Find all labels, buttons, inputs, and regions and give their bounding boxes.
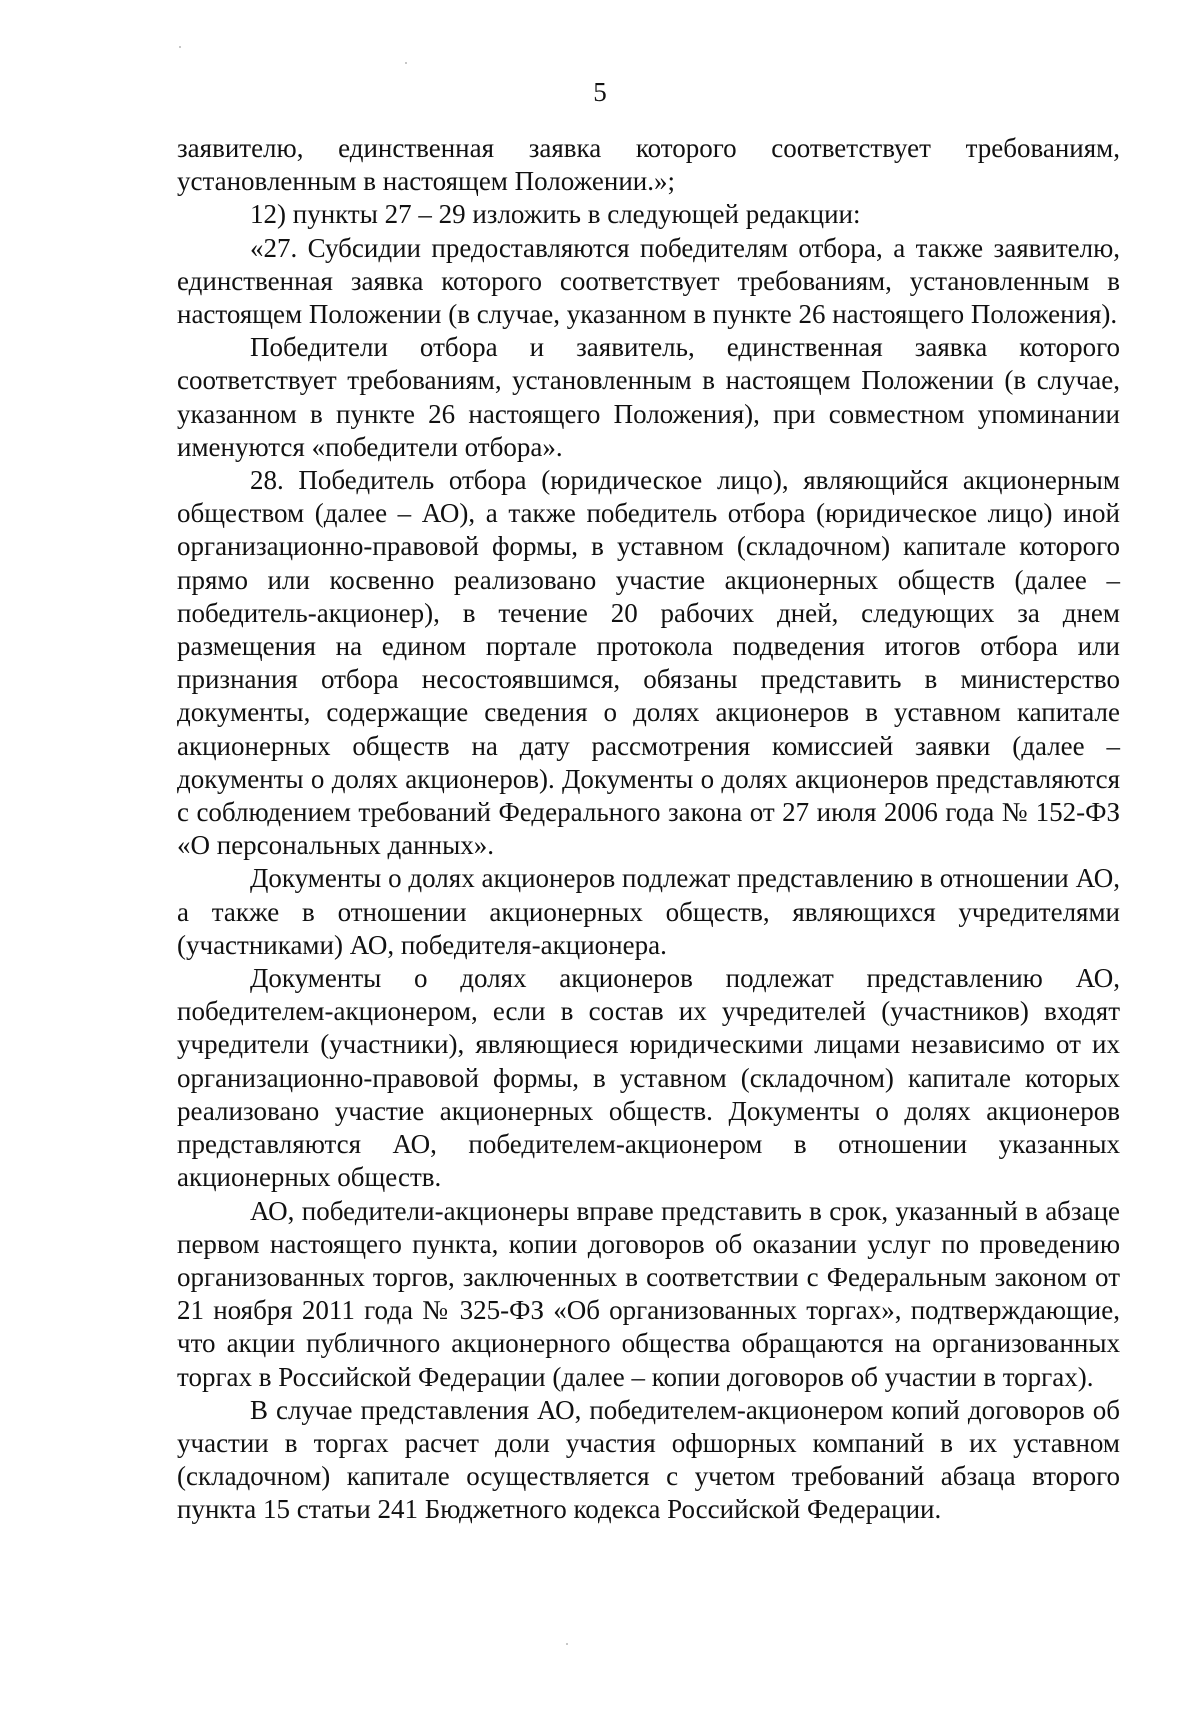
paragraph-clause-27: «27. Субсидии предоставляются победителям отбора, а также заявителю, единственная заявка которого соответствует требованиям, установленным в настоящем Положении (в случае, указанном в пункте 26 настоящего Положения). bbox=[177, 232, 1120, 330]
paragraph-clause-28: 28. Победитель отбора (юридическое лицо), являющийся акционерным обществом (далее – АО), а также победитель отбора (юридическое лицо) иной организационно-правовой формы, в уставном (складочном) капитале которого прямо или косвенно реализовано участие акционерных обществ (далее – победитель-акционер), в течение 20 рабочих дней, следующих за днем размещения на едином портале протокола подведения итогов отбора или признания отбора несостоявшимся, обязаны представить в министерство документы, содержащие сведения о долях акционеров в уставном капитале акционерных обществ на дату рассмотрения комиссией заявки (далее – документы о долях акционеров). Документы о долях акционеров представляются с соблюдением требований Федерального закона от 27 июля 2006 года № 152-ФЗ «О персональных данных». bbox=[177, 465, 1120, 861]
paragraph-founders-docs: Документы о долях акционеров подлежат представлению АО, победителем-акционером, если в состав их учредителей (участников) входят учредители (участники), являющиеся юридическими лицами независимо от их организационно-правовой формы, в уставном (складочном) капитале которых реализовано участие акционерных обществ. Документы о долях акционеров представляются АО, победителем-акционером в отношении указанных акционерных обществ. bbox=[177, 963, 1120, 1193]
scan-speck bbox=[405, 62, 407, 64]
paragraph-offshore-calculation: В случае представления АО, победителем-акционером копий договоров об участии в торгах расчет доли участия офшорных компаний в их уставном (складочном) капитале осуществляется с учетом требований абзаца второго пункта 15 статьи 241 Бюджетного кодекса Российской Федерации. bbox=[177, 1394, 1120, 1525]
scan-speck bbox=[566, 1643, 568, 1645]
page-number: 5 bbox=[593, 77, 607, 107]
scan-speck bbox=[179, 46, 181, 48]
document-body bbox=[177, 132, 1120, 1527]
paragraph-trading-contracts: АО, победители-акционеры вправе представить в срок, указанный в абзаце первом настоящего пункта, копии договоров об оказании услуг по проведению организованных торгов, заключенных в соответствии с Федеральным законом от 21 ноября 2011 года № 325-ФЗ «Об организованных торгах», подтверждающие, что акции публичного акционерного общества обращаются на организованных торгах в Российской Федерации (далее – копии договоров об участии в торгах). bbox=[177, 1195, 1120, 1392]
paragraph-winners-definition: Победители отбора и заявитель, единственная заявка которого соответствует требованиям, установленным в настоящем Положении (в случае, указанном в пункте 26 настоящего Положения), при совместном упоминании именуются «победители отбора». bbox=[177, 332, 1120, 462]
paragraph-amendment-item-12: 12) пункты 27 – 29 изложить в следующей редакции: bbox=[250, 199, 861, 230]
paragraph-shareholder-docs: Документы о долях акционеров подлежат представлению в отношении АО, а также в отношении акционерных обществ, являющихся учредителями (участниками) АО, победителя-акционера. bbox=[177, 863, 1120, 960]
paragraph-continuation: заявителю, единственная заявка которого соответствует требованиям, установленным в настоящем Положении.»; bbox=[177, 133, 1120, 197]
